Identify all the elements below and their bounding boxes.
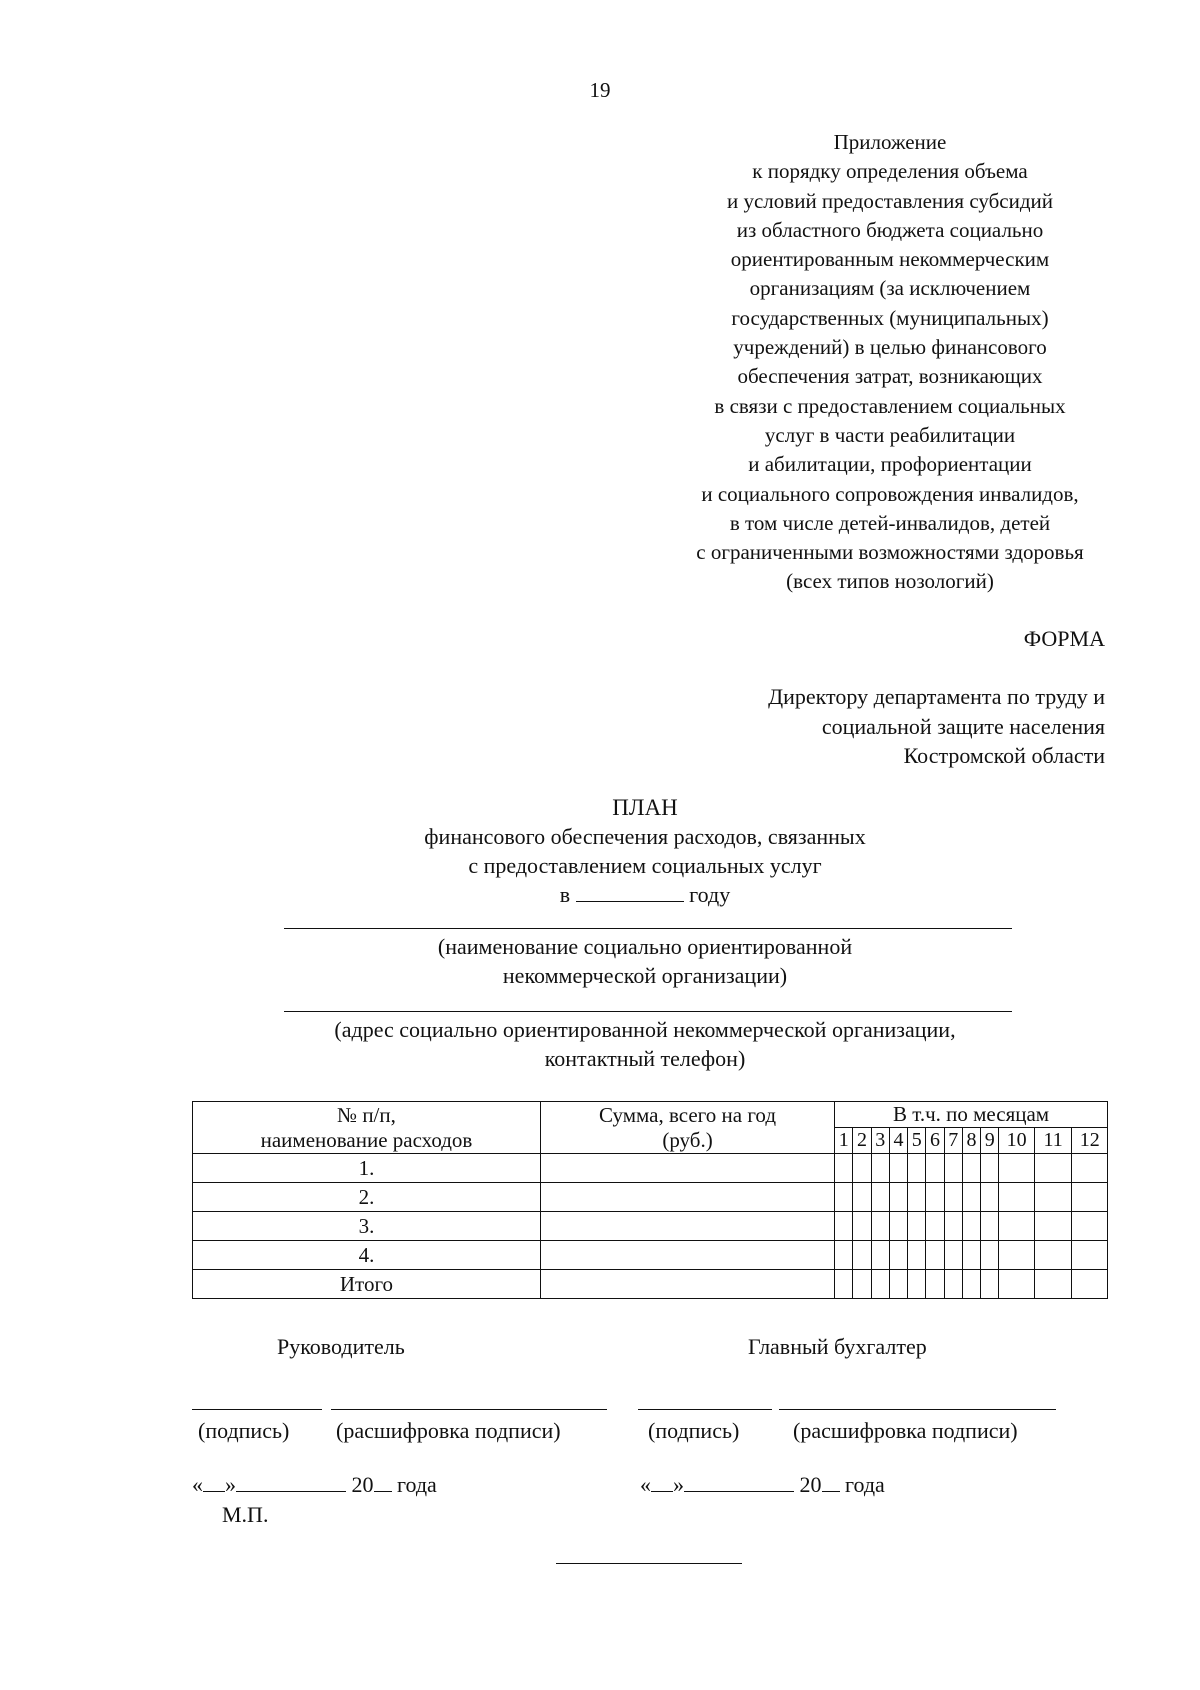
plan-year-line — [270, 880, 1020, 909]
month-cell[interactable] — [944, 1183, 962, 1212]
org-address-caption — [270, 1015, 1020, 1073]
month-cell[interactable] — [889, 1154, 907, 1183]
caption-line: некоммерческой организации) — [502, 963, 788, 988]
col-header-annual-sum — [540, 1102, 834, 1154]
accountant-date-line — [640, 1472, 885, 1498]
org-name-blank[interactable] — [284, 928, 1012, 929]
org-address-blank[interactable] — [284, 1011, 1012, 1012]
month-cell[interactable] — [944, 1270, 962, 1299]
month-cell[interactable] — [889, 1241, 907, 1270]
month-cell[interactable] — [853, 1154, 871, 1183]
month-cell[interactable] — [853, 1183, 871, 1212]
appendix-line: ориентированным некоммерческим — [730, 247, 1050, 272]
month-cell[interactable] — [999, 1212, 1035, 1241]
year-prefix: 20 — [799, 1472, 822, 1497]
header-line: № п/п, — [337, 1102, 396, 1127]
day-blank[interactable] — [203, 1473, 225, 1492]
row-label: 3. — [193, 1212, 541, 1241]
month-header: 7 — [944, 1128, 962, 1154]
year-blank[interactable] — [374, 1473, 392, 1492]
month-cell[interactable] — [1034, 1270, 1072, 1299]
year-prefix: в — [559, 882, 571, 907]
year-word: года — [845, 1472, 885, 1497]
year-word: года — [397, 1472, 437, 1497]
caption-line: контактный телефон) — [544, 1046, 746, 1071]
addressee-line: Директору департамента по труду и — [768, 684, 1105, 709]
month-header: 5 — [908, 1128, 926, 1154]
closing-rule — [556, 1563, 742, 1564]
month-cell[interactable] — [1072, 1241, 1108, 1270]
table-row — [193, 1154, 1108, 1183]
month-cell[interactable] — [926, 1212, 944, 1241]
month-cell[interactable] — [999, 1270, 1035, 1299]
caption-line: (адрес социально ориентированной некоммерческой организации, — [334, 1017, 956, 1042]
table-row — [193, 1212, 1108, 1241]
sum-cell[interactable] — [540, 1270, 834, 1299]
month-cell[interactable] — [871, 1241, 889, 1270]
month-blank[interactable] — [684, 1473, 794, 1492]
row-label: 1. — [193, 1154, 541, 1183]
head-signature-caption: (подпись) — [198, 1418, 290, 1443]
month-header: 8 — [962, 1128, 980, 1154]
month-cell[interactable] — [889, 1212, 907, 1241]
month-cell[interactable] — [908, 1212, 926, 1241]
appendix-line: в том числе детей-инвалидов, детей — [729, 510, 1051, 535]
month-header: 6 — [926, 1128, 944, 1154]
month-cell[interactable] — [981, 1270, 999, 1299]
appendix-line: и социального сопровождения инвалидов, — [701, 481, 1079, 506]
month-cell[interactable] — [853, 1212, 871, 1241]
month-cell[interactable] — [962, 1241, 980, 1270]
sum-cell[interactable] — [540, 1183, 834, 1212]
month-cell[interactable] — [1034, 1241, 1072, 1270]
row-label: 4. — [193, 1241, 541, 1270]
appendix-line: и абилитации, профориентации — [748, 452, 1032, 477]
accountant-decoding-line[interactable] — [779, 1409, 1056, 1410]
row-label: 2. — [193, 1183, 541, 1212]
month-cell[interactable] — [853, 1241, 871, 1270]
quote-open: « — [192, 1472, 203, 1497]
month-cell[interactable] — [1072, 1154, 1108, 1183]
month-cell[interactable] — [835, 1183, 853, 1212]
year-prefix: 20 — [351, 1472, 374, 1497]
month-cell[interactable] — [908, 1183, 926, 1212]
month-cell[interactable] — [835, 1154, 853, 1183]
addressee-line: Костромской области — [903, 743, 1105, 768]
header-line: наименование расходов — [260, 1127, 473, 1152]
month-header: 9 — [981, 1128, 999, 1154]
year-blank[interactable] — [822, 1473, 840, 1492]
appendix-line: к порядку определения объема — [752, 159, 1028, 184]
month-header: 11 — [1034, 1128, 1072, 1154]
appendix-line: с ограниченными возможностями здоровья — [696, 540, 1084, 565]
addressee — [585, 682, 1105, 771]
month-header: 1 — [835, 1128, 853, 1154]
table-row — [193, 1241, 1108, 1270]
month-cell[interactable] — [999, 1241, 1035, 1270]
month-cell[interactable] — [962, 1270, 980, 1299]
month-cell[interactable] — [962, 1154, 980, 1183]
appendix-heading — [640, 128, 1140, 597]
org-name-caption — [270, 932, 1020, 990]
header-line: Сумма, всего на год — [599, 1102, 777, 1127]
plan-subtitle-line: с предоставлением социальных услуг — [468, 853, 822, 878]
month-cell[interactable] — [1034, 1154, 1072, 1183]
appendix-line: учреждений) в целью финансового — [733, 335, 1047, 360]
month-cell[interactable] — [981, 1212, 999, 1241]
quote-close: » — [673, 1472, 684, 1497]
head-date-line — [192, 1472, 437, 1498]
month-cell[interactable] — [871, 1270, 889, 1299]
month-header: 2 — [853, 1128, 871, 1154]
month-cell[interactable] — [908, 1154, 926, 1183]
plan-title-block — [270, 793, 1020, 909]
month-cell[interactable] — [962, 1183, 980, 1212]
year-blank[interactable] — [576, 881, 684, 902]
month-header: 4 — [889, 1128, 907, 1154]
year-suffix: году — [689, 882, 731, 907]
header-line: (руб.) — [662, 1127, 713, 1152]
appendix-line: услуг в части реабилитации — [764, 422, 1016, 447]
appendix-line: из областного бюджета социально — [736, 217, 1044, 242]
month-cell[interactable] — [981, 1241, 999, 1270]
month-blank[interactable] — [236, 1473, 346, 1492]
month-cell[interactable] — [908, 1270, 926, 1299]
sum-cell[interactable] — [540, 1212, 834, 1241]
head-decoding-caption: (расшифровка подписи) — [336, 1418, 561, 1443]
month-cell[interactable] — [926, 1270, 944, 1299]
row-label: Итого — [193, 1270, 541, 1299]
head-decoding-line[interactable] — [331, 1409, 607, 1410]
month-cell[interactable] — [999, 1154, 1035, 1183]
table-row — [193, 1183, 1108, 1212]
appendix-line: организациям (за исключением — [749, 276, 1031, 301]
month-header: 10 — [999, 1128, 1035, 1154]
day-blank[interactable] — [651, 1473, 673, 1492]
month-cell[interactable] — [853, 1270, 871, 1299]
month-cell[interactable] — [944, 1154, 962, 1183]
months-header: В т.ч. по месяцам — [835, 1102, 1108, 1128]
head-signature-line[interactable] — [192, 1409, 322, 1410]
month-cell[interactable] — [889, 1270, 907, 1299]
page-number: 19 — [589, 78, 611, 102]
form-label: ФОРМА — [1023, 626, 1105, 651]
plan-title: ПЛАН — [612, 795, 678, 820]
month-cell[interactable] — [999, 1183, 1035, 1212]
month-cell[interactable] — [908, 1241, 926, 1270]
month-cell[interactable] — [871, 1183, 889, 1212]
month-cell[interactable] — [889, 1183, 907, 1212]
month-cell[interactable] — [871, 1154, 889, 1183]
month-header: 12 — [1072, 1128, 1108, 1154]
plan-subtitle-line: финансового обеспечения расходов, связанных — [424, 824, 866, 849]
month-cell[interactable] — [926, 1183, 944, 1212]
stamp-label: М.П. — [222, 1502, 269, 1527]
month-cell[interactable] — [981, 1154, 999, 1183]
month-cell[interactable] — [1034, 1183, 1072, 1212]
month-cell[interactable] — [1072, 1270, 1108, 1299]
accountant-decoding-caption: (расшифровка подписи) — [793, 1418, 1018, 1443]
appendix-line: государственных (муниципальных) — [731, 305, 1049, 330]
appendix-line: (всех типов нозологий) — [786, 569, 994, 594]
addressee-line: социальной защите населения — [821, 713, 1105, 739]
month-cell[interactable] — [962, 1212, 980, 1241]
month-header: 3 — [871, 1128, 889, 1154]
month-cell[interactable] — [1072, 1212, 1108, 1241]
head-label: Руководитель — [277, 1334, 405, 1359]
month-cell[interactable] — [835, 1241, 853, 1270]
accountant-signature-caption: (подпись) — [648, 1418, 740, 1443]
appendix-line: обеспечения затрат, возникающих — [737, 364, 1043, 389]
month-cell[interactable] — [944, 1212, 962, 1241]
appendix-line: и условий предоставления субсидий — [727, 188, 1053, 213]
expense-plan-table — [192, 1101, 1108, 1299]
accountant-label: Главный бухгалтер — [748, 1334, 927, 1359]
col-header-expense-name — [193, 1102, 541, 1154]
sum-cell[interactable] — [540, 1241, 834, 1270]
month-cell[interactable] — [926, 1154, 944, 1183]
quote-open: « — [640, 1472, 651, 1497]
appendix-line: Приложение — [833, 130, 947, 154]
table-row-total — [193, 1270, 1108, 1299]
month-cell[interactable] — [944, 1241, 962, 1270]
month-cell[interactable] — [835, 1270, 853, 1299]
month-cell[interactable] — [926, 1241, 944, 1270]
month-cell[interactable] — [835, 1212, 853, 1241]
appendix-line: в связи с предоставлением социальных — [714, 393, 1066, 418]
month-cell[interactable] — [871, 1212, 889, 1241]
caption-line: (наименование социально ориентированной — [437, 934, 853, 959]
month-cell[interactable] — [1034, 1212, 1072, 1241]
sum-cell[interactable] — [540, 1154, 834, 1183]
quote-close: » — [225, 1472, 236, 1497]
accountant-signature-line[interactable] — [638, 1409, 772, 1410]
month-cell[interactable] — [981, 1183, 999, 1212]
month-cell[interactable] — [1072, 1183, 1108, 1212]
